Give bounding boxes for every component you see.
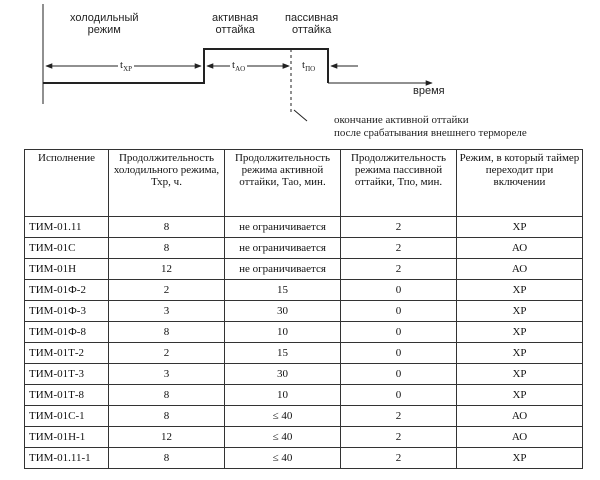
header-version: Исполнение [25,150,109,217]
cell-passive-defrost: 0 [341,343,457,364]
specification-table [24,149,583,469]
table-row [25,280,583,301]
cell-version: ТИМ-01С-1 [25,406,109,427]
cell-active-defrost: не ограничивается [225,217,341,238]
t-xp-symbol: $t_{XP}$ [120,59,133,74]
cell-start-mode: ХР [457,364,583,385]
cell-cold-duration: 3 [109,364,225,385]
cell-version: ТИМ-01Ф-8 [25,322,109,343]
cell-start-mode: АО [457,238,583,259]
time-axis-label: время [413,85,445,97]
cell-version: ТИМ-01Н-1 [25,427,109,448]
cell-cold-duration: 8 [109,385,225,406]
timing-diagram [0,0,600,142]
t-ao-symbol: $t_{AO}$ [232,59,246,74]
table-row [25,343,583,364]
table-row [25,301,583,322]
cell-passive-defrost: 0 [341,280,457,301]
cell-cold-duration: 2 [109,280,225,301]
cell-cold-duration: 8 [109,406,225,427]
table-row [25,448,583,469]
cell-start-mode: АО [457,427,583,448]
cell-start-mode: ХР [457,217,583,238]
table-row [25,238,583,259]
note-line-1: окончание активной оттайки [334,114,469,126]
table-row [25,322,583,343]
table-row [25,364,583,385]
cell-passive-defrost: 2 [341,217,457,238]
header-active-defrost-duration: Продолжительность режима активной оттайки, Тао, мин. [225,150,341,217]
cell-active-defrost: ≤ 40 [225,406,341,427]
cell-passive-defrost: 2 [341,427,457,448]
cell-cold-duration: 8 [109,448,225,469]
cell-passive-defrost: 2 [341,238,457,259]
cell-start-mode: АО [457,406,583,427]
active-defrost-label: активная оттайка [212,12,259,36]
cell-active-defrost: 10 [225,385,341,406]
cell-passive-defrost: 0 [341,364,457,385]
cell-version: ТИМ-01Н [25,259,109,280]
table-header-row [25,150,583,217]
cell-cold-duration: 8 [109,322,225,343]
cell-start-mode: ХР [457,322,583,343]
header-cold-duration: Продолжительность холодильного режима, Тхр, ч. [109,150,225,217]
note-leader-line [294,110,307,121]
cell-passive-defrost: 2 [341,448,457,469]
cell-cold-duration: 8 [109,238,225,259]
cell-start-mode: ХР [457,343,583,364]
cell-cold-duration: 3 [109,301,225,322]
cell-active-defrost: не ограничивается [225,259,341,280]
passive-defrost-label: пассивная оттайка [285,12,339,36]
cell-start-mode: ХР [457,448,583,469]
note-line-2: после срабатывания внешнего термореле [334,127,527,139]
cold-mode-label: холодильный режим [70,12,139,36]
cell-version: ТИМ-01.11-1 [25,448,109,469]
header-start-mode: Режим, в который таймер переходит при включении [457,150,583,217]
cell-active-defrost: 10 [225,322,341,343]
cell-passive-defrost: 2 [341,406,457,427]
cell-active-defrost: 30 [225,301,341,322]
cell-cold-duration: 8 [109,217,225,238]
table-row [25,217,583,238]
cell-start-mode: ХР [457,385,583,406]
cell-start-mode: ХР [457,280,583,301]
cell-version: ТИМ-01Ф-2 [25,280,109,301]
cell-version: ТИМ-01Т-3 [25,364,109,385]
cell-active-defrost: 15 [225,343,341,364]
cell-passive-defrost: 2 [341,259,457,280]
cell-version: ТИМ-01Т-8 [25,385,109,406]
t-po-symbol: $t_{ПО}$ [302,59,316,74]
table-row [25,427,583,448]
table-row [25,385,583,406]
header-passive-defrost-duration: Продолжительность режима пассивной оттайки, Тпо, мин. [341,150,457,217]
table-row [25,259,583,280]
cell-active-defrost: 30 [225,364,341,385]
cell-active-defrost: ≤ 40 [225,448,341,469]
cell-passive-defrost: 0 [341,322,457,343]
cell-start-mode: АО [457,259,583,280]
cell-cold-duration: 12 [109,427,225,448]
table-row [25,406,583,427]
cell-cold-duration: 12 [109,259,225,280]
cell-active-defrost: 15 [225,280,341,301]
cell-version: ТИМ-01Ф-3 [25,301,109,322]
cell-cold-duration: 2 [109,343,225,364]
cell-version: ТИМ-01С [25,238,109,259]
cell-version: ТИМ-01.11 [25,217,109,238]
cell-start-mode: ХР [457,301,583,322]
cell-passive-defrost: 0 [341,385,457,406]
cell-version: ТИМ-01Т-2 [25,343,109,364]
cell-passive-defrost: 0 [341,301,457,322]
cell-active-defrost: не ограничивается [225,238,341,259]
cell-active-defrost: ≤ 40 [225,427,341,448]
